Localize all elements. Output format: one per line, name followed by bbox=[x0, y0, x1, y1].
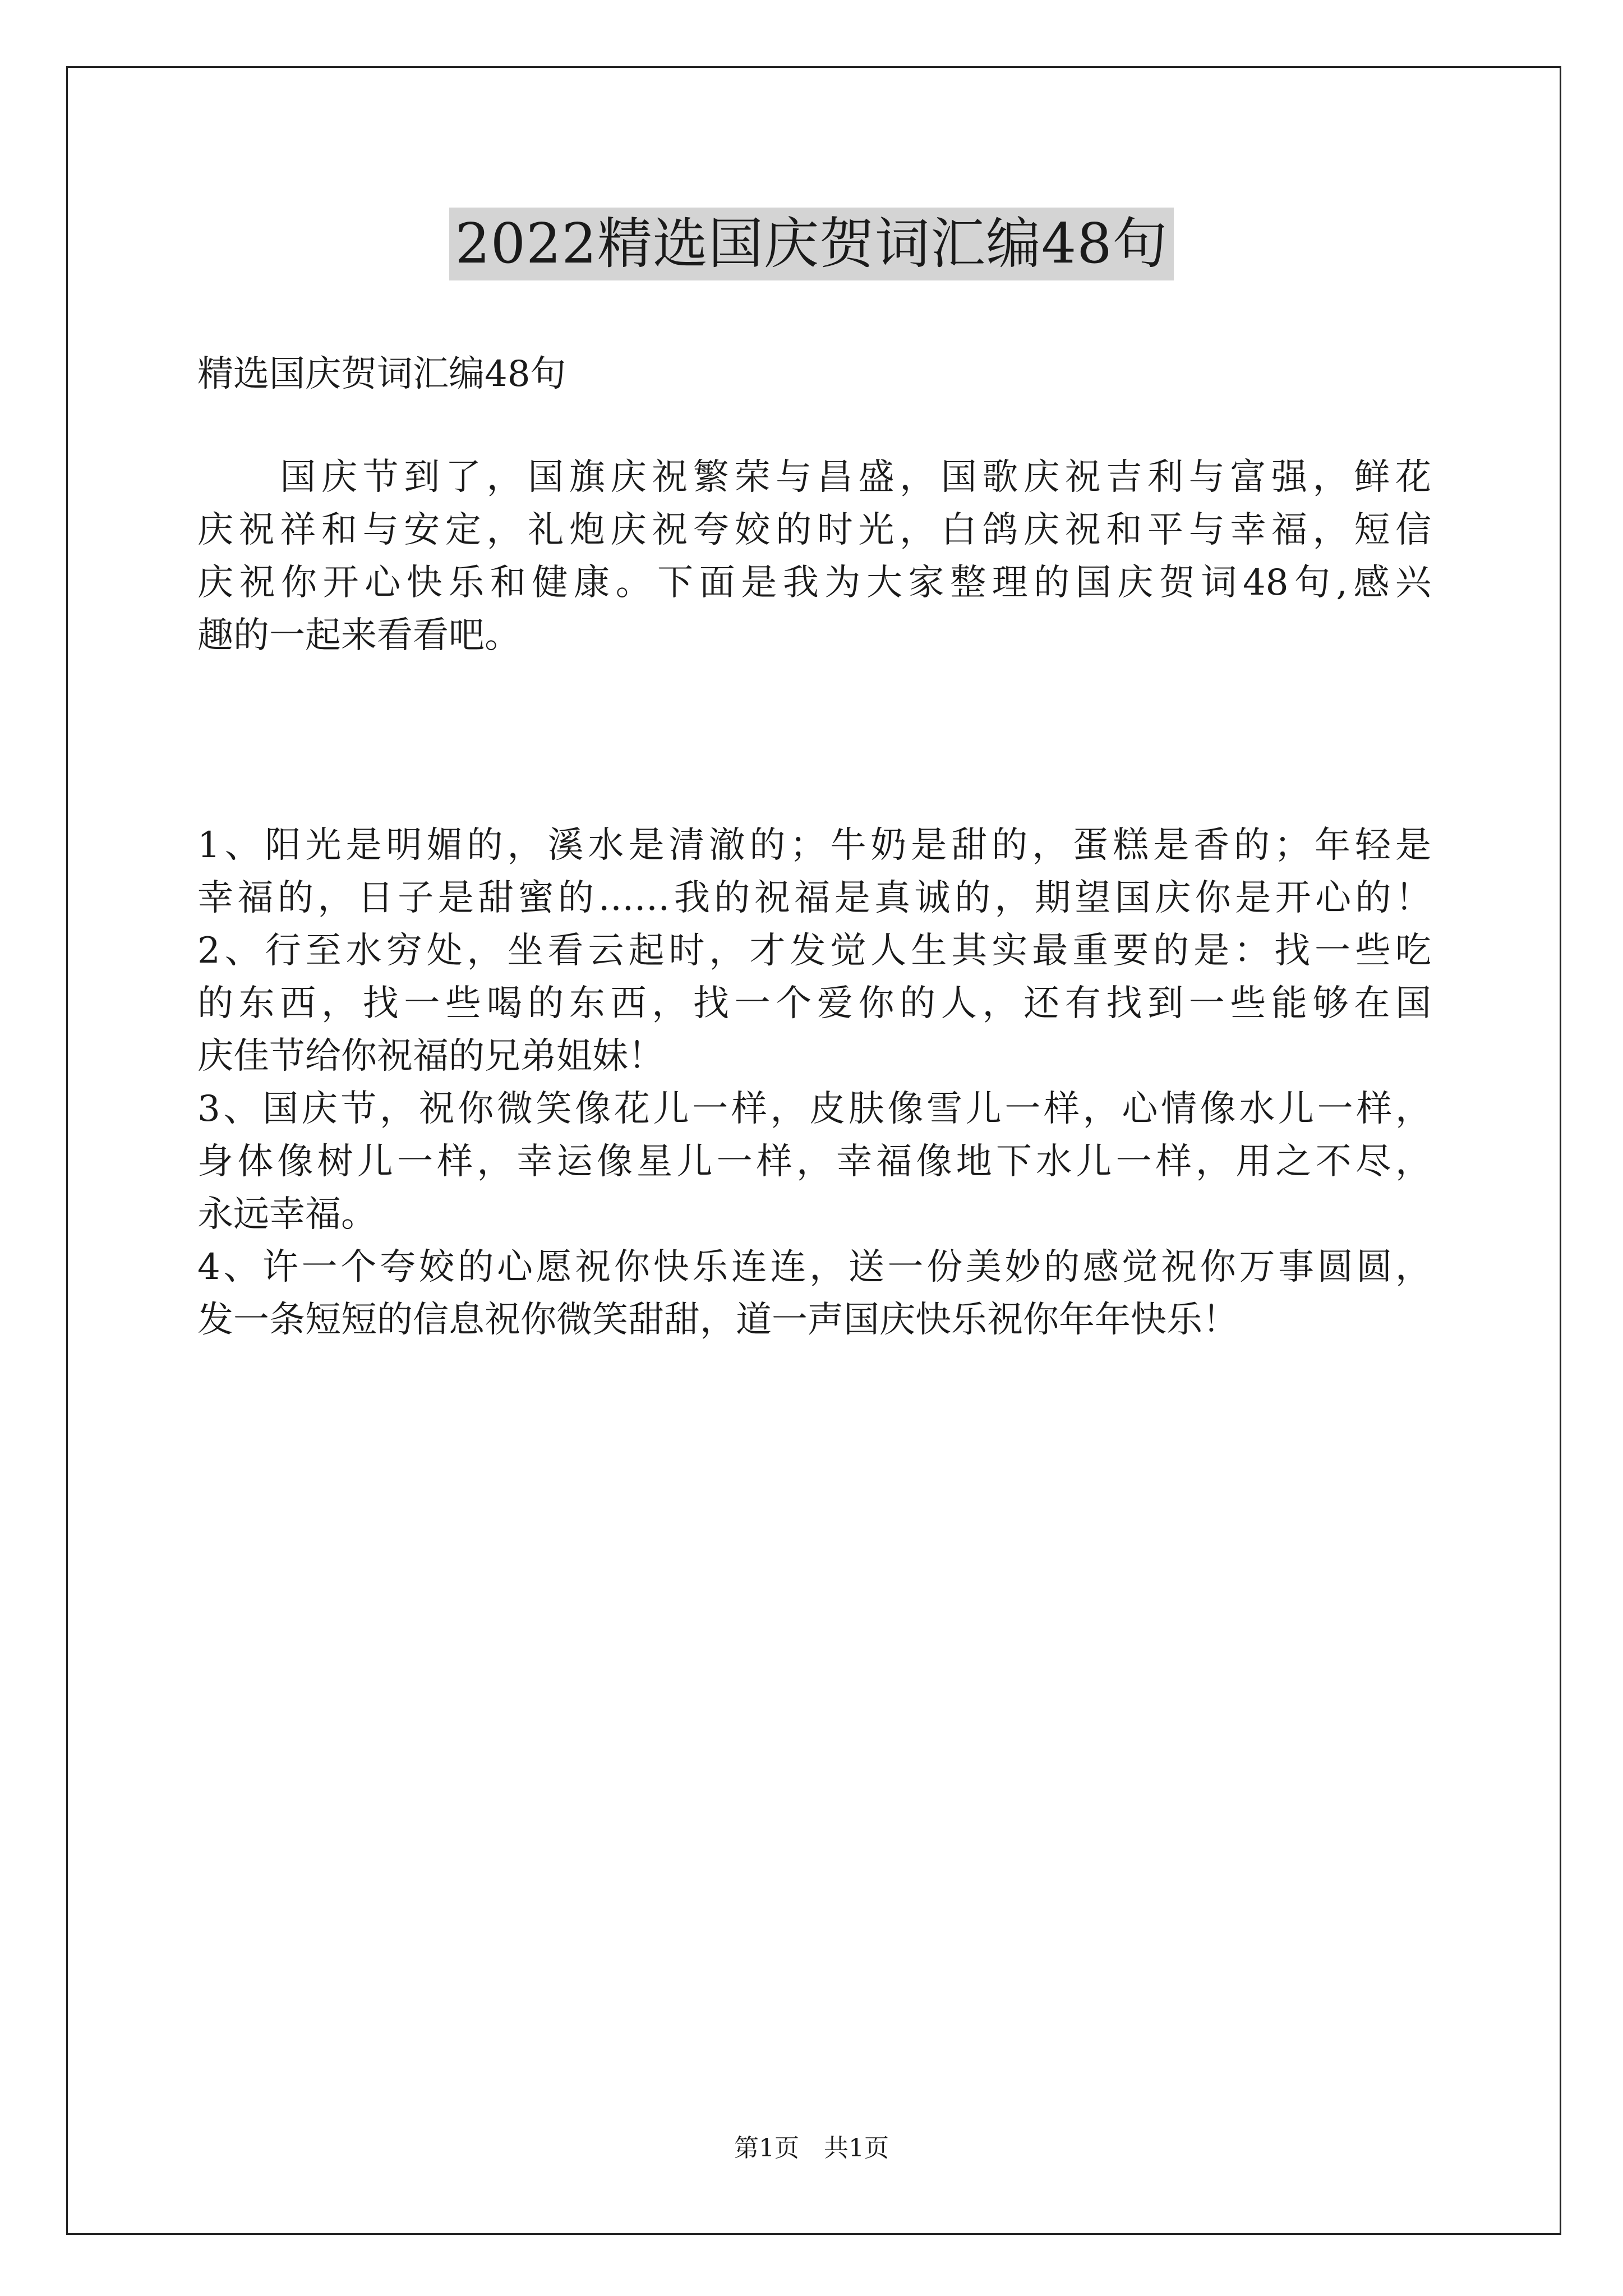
page-footer: 第1页 共1页 bbox=[734, 2134, 889, 2162]
item-line: 身体像树儿一样，幸运像星儿一样，幸福像地下水儿一样，用之不尽， bbox=[197, 1141, 1431, 1182]
intro-line: 庆祝祥和与安定，礼炮庆祝夸姣的时光，白鸽庆祝和平与幸福，短信 bbox=[197, 509, 1431, 551]
greeting-item-1 bbox=[197, 819, 1431, 924]
document-body bbox=[197, 348, 1431, 1346]
section-spacer bbox=[197, 662, 1431, 819]
greeting-item-2 bbox=[197, 924, 1431, 1083]
title-container bbox=[0, 208, 1623, 280]
greeting-item-3 bbox=[197, 1083, 1431, 1241]
item-line: 1、阳光是明媚的，溪水是清澈的；牛奶是甜的，蛋糕是香的；年轻是 bbox=[197, 825, 1431, 866]
intro-paragraph bbox=[197, 451, 1431, 662]
greeting-item-4 bbox=[197, 1241, 1431, 1346]
item-line: 4、许一个夸姣的心愿祝你快乐连连，送一份美妙的感觉祝你万事圆圆， bbox=[197, 1246, 1431, 1288]
document-title: 2022精选国庆贺词汇编48句 bbox=[449, 208, 1173, 280]
item-line: 的东西，找一些喝的东西，找一个爱你的人，还有找到一些能够在国 bbox=[197, 983, 1431, 1024]
item-line: 2、行至水穷处，坐看云起时，才发觉人生其实最重要的是：找一些吃 bbox=[197, 930, 1431, 972]
intro-line: 庆祝你开心快乐和健康。下面是我为大家整理的国庆贺词48句,感兴 bbox=[197, 562, 1431, 604]
item-line: 发一条短短的信息祝你微笑甜甜，道一声国庆快乐祝你年年快乐！ bbox=[197, 1299, 1238, 1341]
document-subtitle: 精选国庆贺词汇编48句 bbox=[197, 353, 566, 395]
item-line: 庆佳节给你祝福的兄弟姐妹！ bbox=[197, 1036, 664, 1077]
item-line: 幸福的，日子是甜蜜的……我的祝福是真诚的，期望国庆你是开心的！ bbox=[197, 877, 1431, 919]
item-line: 永远幸福。 bbox=[197, 1194, 377, 1235]
intro-line: 国庆节到了，国旗庆祝繁荣与昌盛，国歌庆祝吉利与富强，鲜花 bbox=[197, 457, 1431, 498]
item-line: 3、国庆节，祝你微笑像花儿一样，皮肤像雪儿一样，心情像水儿一样， bbox=[197, 1088, 1431, 1130]
intro-line: 趣的一起来看看吧。 bbox=[197, 615, 520, 656]
